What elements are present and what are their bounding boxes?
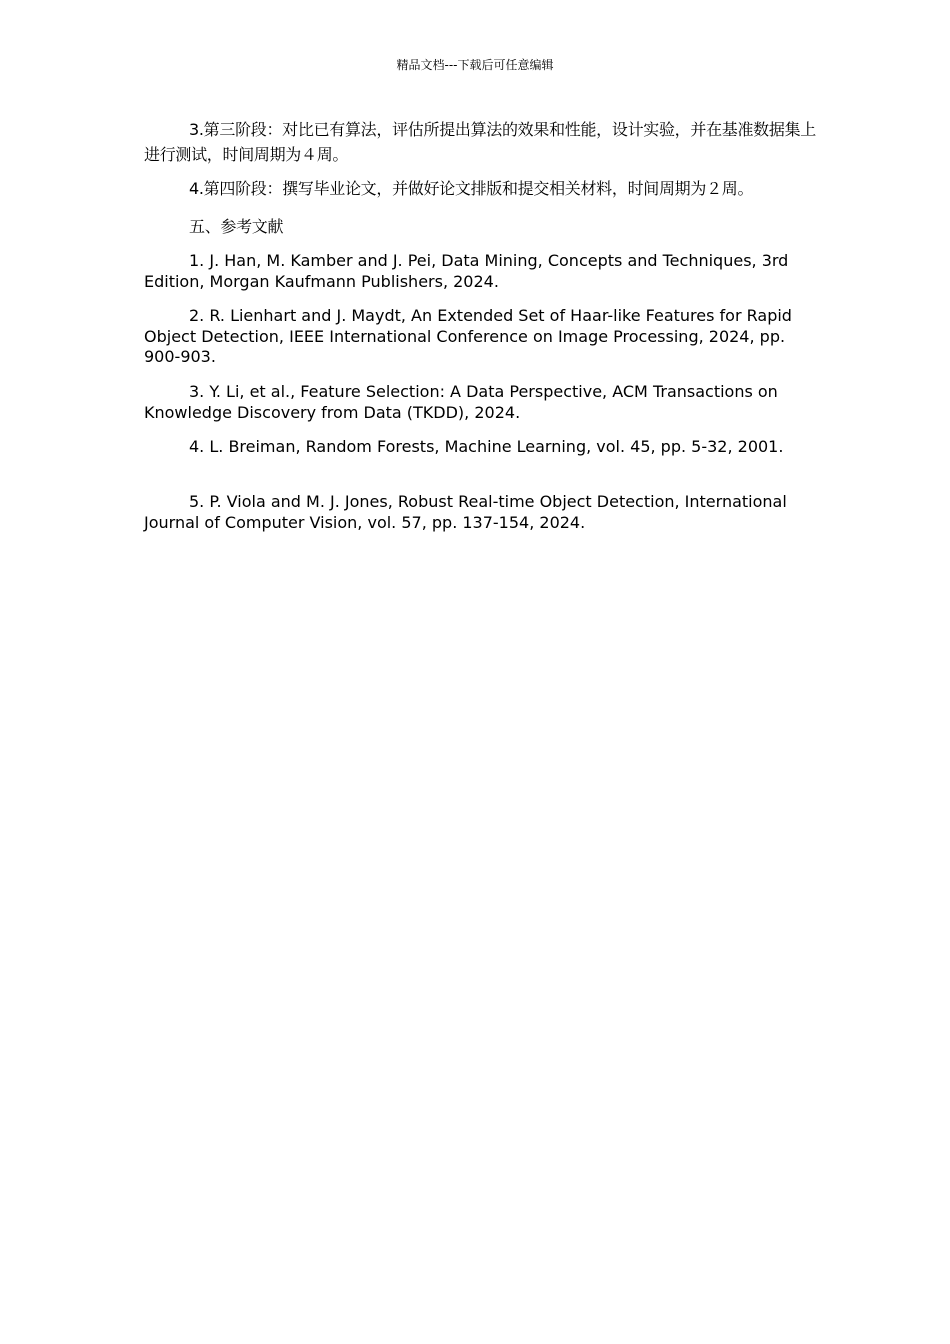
stage-4-paragraph: 4.第四阶段：撰写毕业论文，并做好论文排版和提交相关材料，时间周期为２周。 [189, 179, 754, 198]
stage-3-paragraph: 3.第三阶段：对比已有算法，评估所提出算法的效果和性能，设计实验，并在基准数据集上进行测试，时间周期为４周。 [144, 120, 816, 164]
reference-item-2: 2. R. Lienhart and J. Maydt, An Extended Set of Haar-like Features for Rapid Object Detection, IEEE International Conference on Image Processing, 2024, pp. 900-903. [144, 306, 792, 366]
reference-item-5: 5. P. Viola and M. J. Jones, Robust Real-time Object Detection, International Journal of Computer Vision, vol. 57, pp. 137-154, 2024. [144, 492, 787, 532]
reference-item-3: 3. Y. Li, et al., Feature Selection: A Data Perspective, ACM Transactions on Knowledge Discovery from Data (TKDD), 2024. [144, 382, 778, 422]
references-heading: 五、参考文献 [189, 217, 284, 236]
reference-item-4: 4. L. Breiman, Random Forests, Machine Learning, vol. 45, pp. 5-32, 2001. [189, 437, 784, 456]
reference-item-1: 1. J. Han, M. Kamber and J. Pei, Data Mining, Concepts and Techniques, 3rd Edition, Morgan Kaufmann Publishers, 2024. [144, 251, 789, 291]
page-header: 精品文档---下载后可任意编辑 [396, 58, 554, 72]
